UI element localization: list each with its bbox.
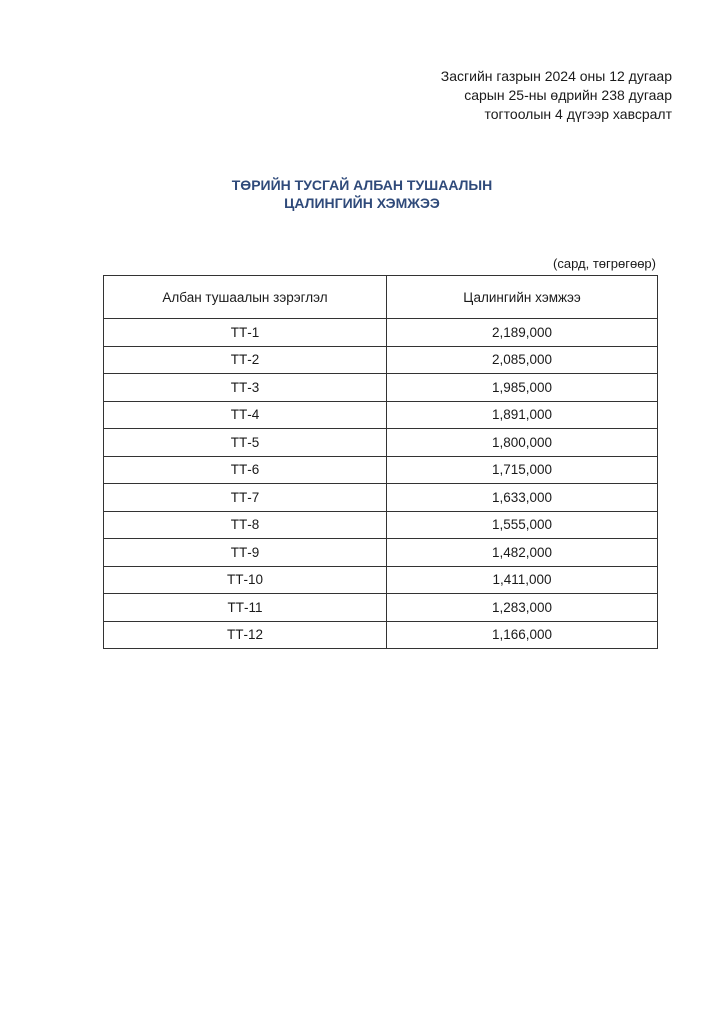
table-header-row xyxy=(104,276,658,319)
salary-cell: 1,482,000 xyxy=(387,539,658,567)
table-row xyxy=(104,456,658,484)
grade-cell: ТТ-5 xyxy=(104,429,387,457)
reference-line-1: Засгийн газрын 2024 оны 12 дугаар xyxy=(440,68,672,84)
title-line-2: ЦАЛИНГИЙН ХЭМЖЭЭ xyxy=(284,195,440,211)
title-line-1: ТӨРИЙН ТУСГАЙ АЛБАН ТУШААЛЫН xyxy=(231,177,493,193)
salary-cell: 1,555,000 xyxy=(387,511,658,539)
salary-cell: 1,891,000 xyxy=(387,401,658,429)
table-row xyxy=(104,566,658,594)
grade-cell: ТТ-11 xyxy=(104,594,387,622)
salary-cell: 2,189,000 xyxy=(387,319,658,347)
reference-line-3: тогтоолын 4 дүгээр хавсралт xyxy=(484,106,672,122)
document-title xyxy=(0,176,724,212)
header-salary: Цалингийн хэмжээ xyxy=(387,276,658,319)
salary-cell: 1,985,000 xyxy=(387,374,658,402)
salary-cell: 1,800,000 xyxy=(387,429,658,457)
salary-table xyxy=(103,275,658,649)
salary-cell: 1,411,000 xyxy=(387,566,658,594)
grade-cell: ТТ-12 xyxy=(104,621,387,649)
table-row xyxy=(104,621,658,649)
grade-cell: ТТ-6 xyxy=(104,456,387,484)
table-row xyxy=(104,374,658,402)
grade-cell: ТТ-3 xyxy=(104,374,387,402)
table-row xyxy=(104,346,658,374)
header-grade: Албан тушаалын зэрэглэл xyxy=(104,276,387,319)
grade-cell: ТТ-8 xyxy=(104,511,387,539)
table-row xyxy=(104,511,658,539)
table-row xyxy=(104,539,658,567)
grade-cell: ТТ-1 xyxy=(104,319,387,347)
salary-cell: 1,633,000 xyxy=(387,484,658,512)
grade-cell: ТТ-2 xyxy=(104,346,387,374)
salary-cell: 1,283,000 xyxy=(387,594,658,622)
unit-note: (сард, төгрөгөөр) xyxy=(553,256,656,271)
salary-cell: 1,166,000 xyxy=(387,621,658,649)
table-row xyxy=(104,484,658,512)
grade-cell: ТТ-7 xyxy=(104,484,387,512)
grade-cell: ТТ-4 xyxy=(104,401,387,429)
grade-cell: ТТ-10 xyxy=(104,566,387,594)
appendix-reference xyxy=(441,67,672,124)
table-row xyxy=(104,594,658,622)
table-row xyxy=(104,401,658,429)
table-row xyxy=(104,319,658,347)
grade-cell: ТТ-9 xyxy=(104,539,387,567)
salary-cell: 2,085,000 xyxy=(387,346,658,374)
reference-line-2: сарын 25-ны өдрийн 238 дугаар xyxy=(464,87,672,103)
salary-cell: 1,715,000 xyxy=(387,456,658,484)
table-row xyxy=(104,429,658,457)
